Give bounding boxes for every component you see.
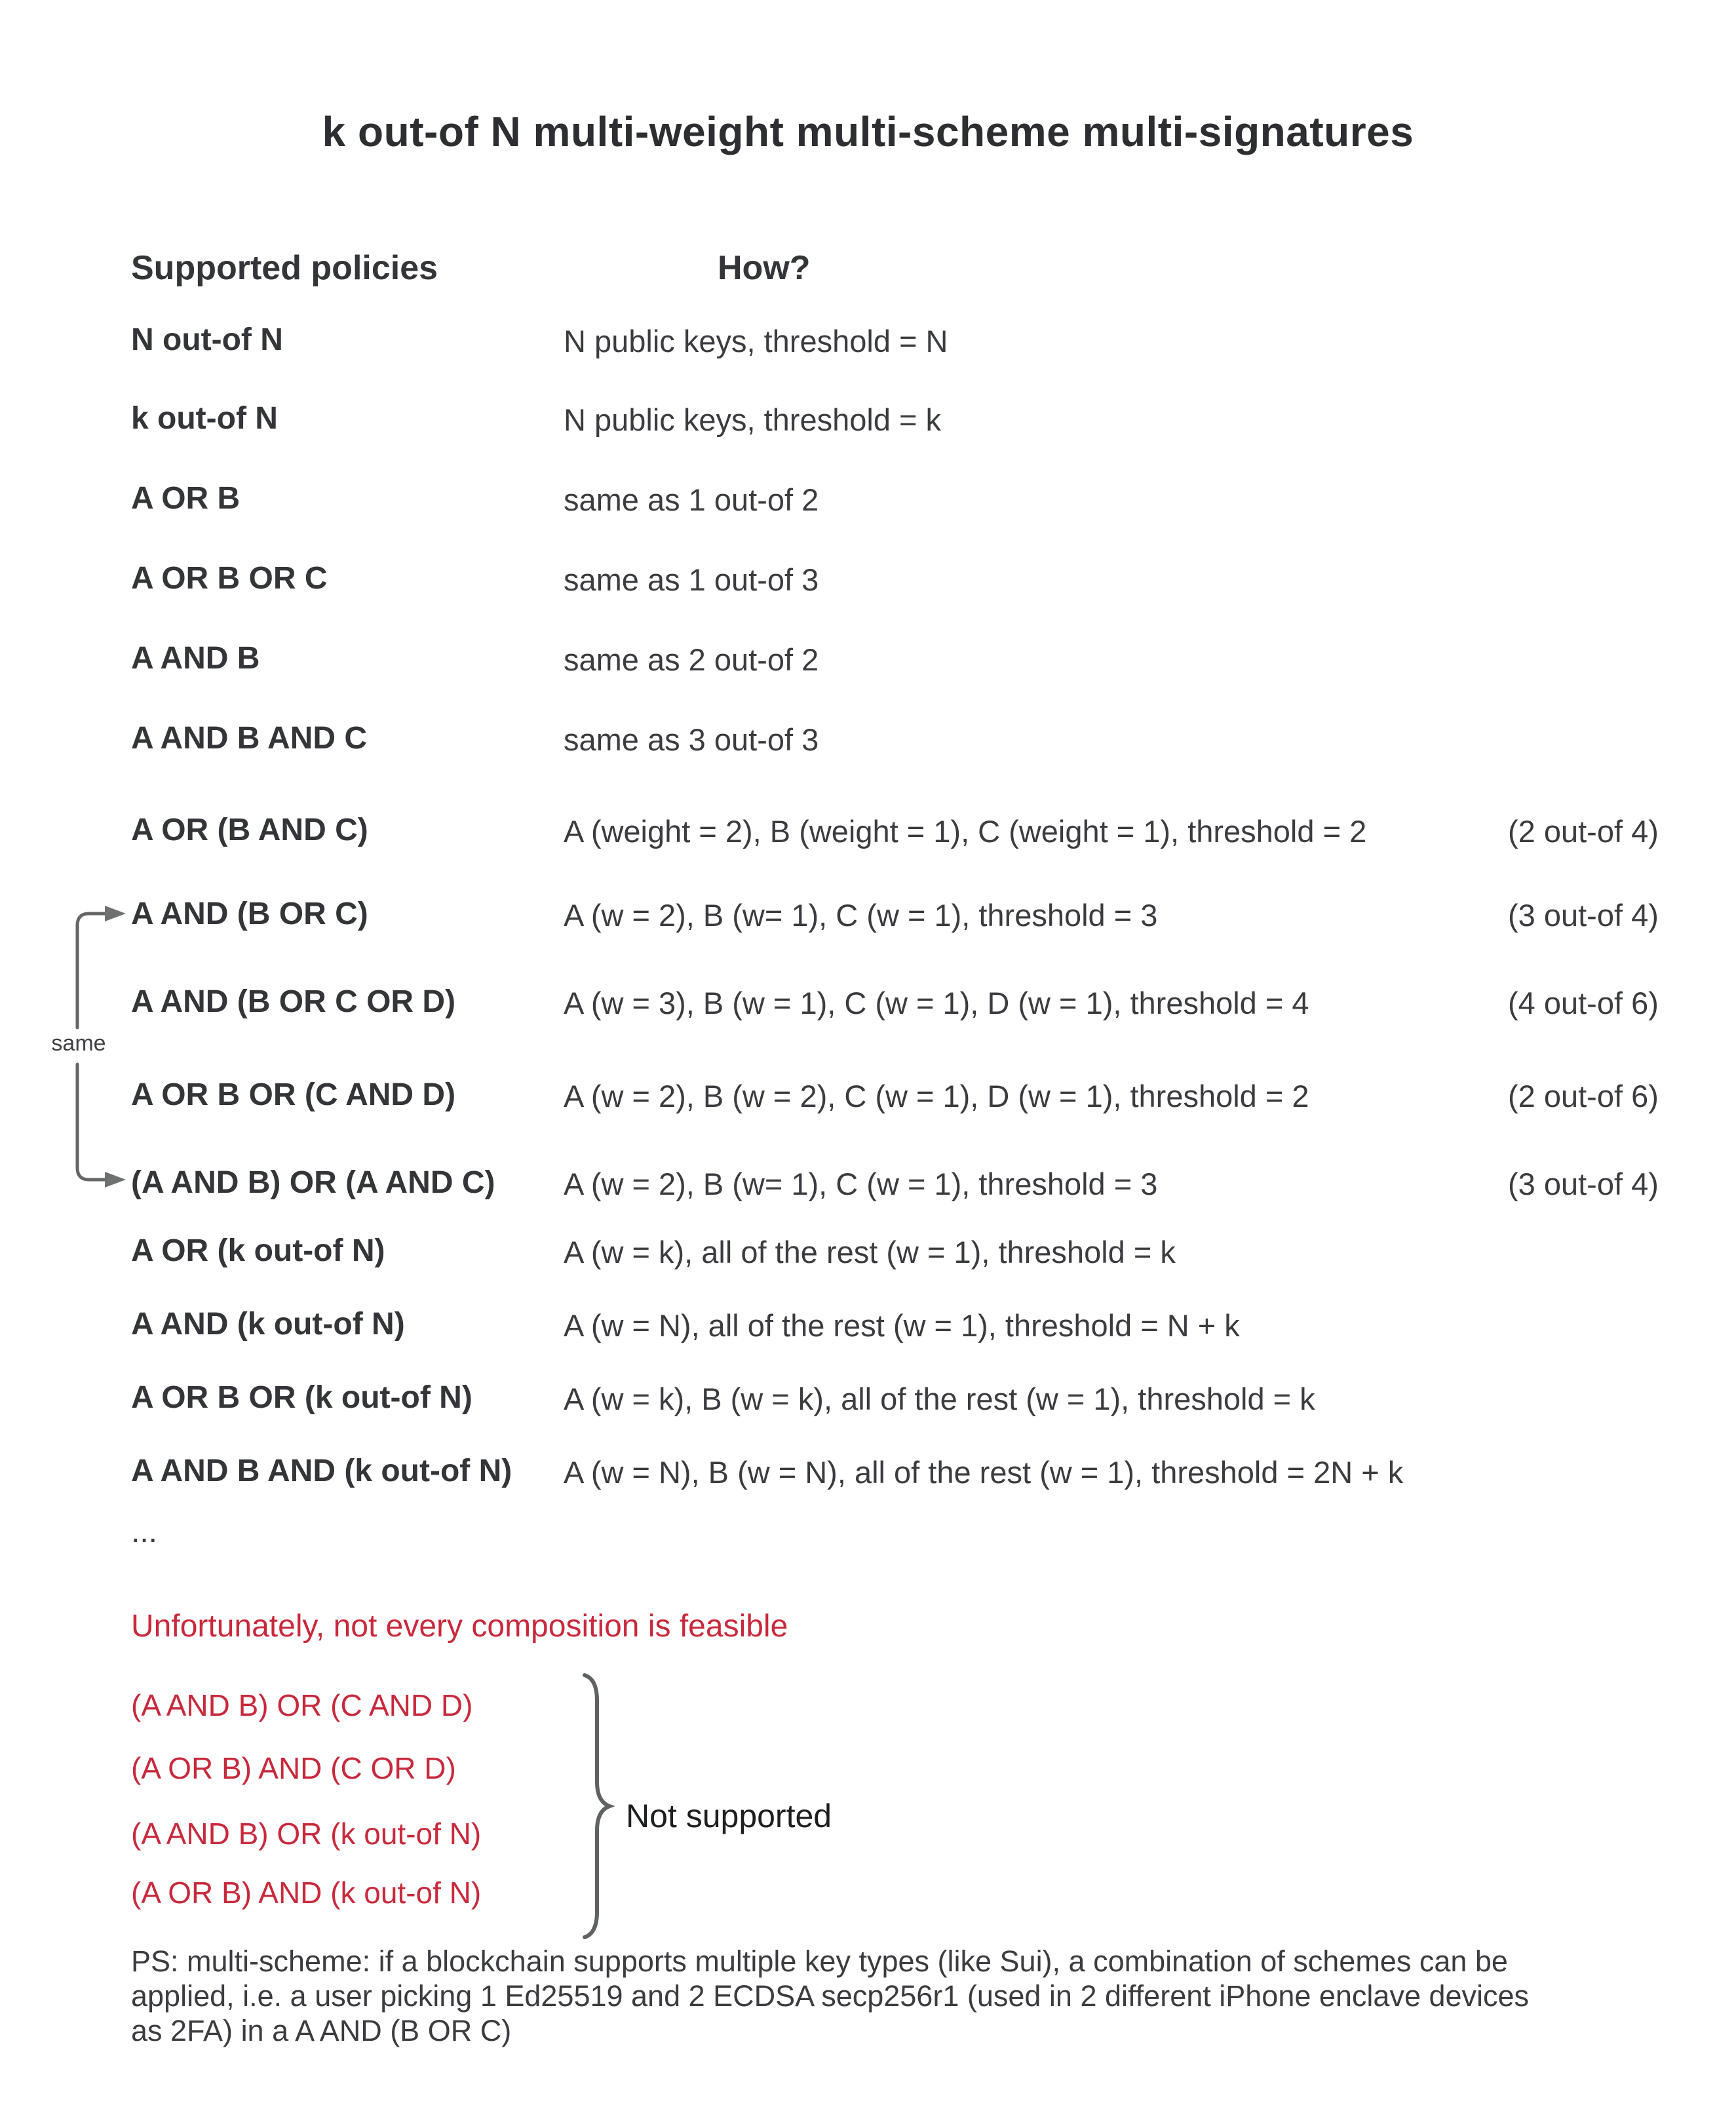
how-text: A (w = N), all of the rest (w = 1), threshold = N + k xyxy=(564,1308,1240,1343)
policy-label: A AND B AND C xyxy=(131,721,367,756)
page-title: k out-of N multi-weight multi-scheme multi-signatures xyxy=(322,108,1414,155)
ps-line-3: as 2FA) in a A AND (B OR C) xyxy=(131,2014,512,2047)
out-of-note: (2 out-of 6) xyxy=(1508,1079,1659,1113)
how-text: A (w = 2), B (w= 1), C (w = 1), threshold = 3 xyxy=(564,898,1158,933)
table-row xyxy=(0,480,1736,518)
table-row xyxy=(0,640,1736,678)
how-text: A (w = 2), B (w= 1), C (w = 1), threshold = 3 xyxy=(564,1167,1158,1201)
ps-note xyxy=(131,1944,1671,2048)
arrow-top-icon xyxy=(105,906,126,921)
policy-label: A AND (k out-of N) xyxy=(131,1307,405,1342)
infeasible-item: (A OR B) AND (k out-of N) xyxy=(131,1876,482,1910)
how-text: same as 3 out-of 3 xyxy=(564,722,819,757)
policy-label: A OR B OR (k out-of N) xyxy=(131,1380,473,1415)
table-row xyxy=(0,720,1736,758)
how-text: same as 2 out-of 2 xyxy=(564,642,819,677)
table-row xyxy=(0,896,1736,934)
policy-label: (A AND B) OR (A AND C) xyxy=(131,1165,495,1200)
table-row xyxy=(0,812,1736,850)
arrow-bottom-icon xyxy=(105,1172,126,1188)
table-row xyxy=(0,1233,1736,1271)
table-row xyxy=(0,1380,1736,1418)
how-text: A (weight = 2), B (weight = 1), C (weight = 1), threshold = 2 xyxy=(564,814,1367,849)
table-row xyxy=(0,560,1736,598)
policy-label: k out-of N xyxy=(131,401,278,436)
table-row xyxy=(0,1077,1736,1115)
policy-label: A OR B xyxy=(131,481,241,516)
table-row xyxy=(0,1306,1736,1344)
table-row xyxy=(0,1453,1736,1491)
how-text: A (w = k), B (w = k), all of the rest (w = 1), threshold = k xyxy=(564,1382,1315,1416)
column-header-how: How? xyxy=(718,249,811,287)
how-text: N public keys, threshold = N xyxy=(564,324,948,358)
policy-label: A OR B OR (C AND D) xyxy=(131,1077,456,1112)
out-of-note: (3 out-of 4) xyxy=(1508,1167,1659,1201)
how-text: A (w = 3), B (w = 1), C (w = 1), D (w = 1), threshold = 4 xyxy=(564,986,1309,1020)
policy-label: A AND B xyxy=(131,641,260,676)
table-row xyxy=(0,984,1736,1022)
table-row xyxy=(0,322,1736,360)
out-of-note: (4 out-of 6) xyxy=(1508,986,1659,1020)
policy-label: A OR (B AND C) xyxy=(131,813,368,847)
policy-label: A AND (B OR C OR D) xyxy=(131,984,456,1019)
curly-brace-icon xyxy=(579,1672,616,1941)
policy-label: A AND B AND (k out-of N) xyxy=(131,1454,512,1488)
policy-label: A OR (k out-of N) xyxy=(131,1233,385,1268)
infeasible-heading: Unfortunately, not every composition is feasible xyxy=(131,1609,788,1644)
ps-line-2: applied, i.e. a user picking 1 Ed25519 and 2 ECDSA secp256r1 (used in 2 different iPhone enclave devices xyxy=(131,1979,1530,2013)
table-row xyxy=(0,1165,1736,1203)
table-ellipsis: ... xyxy=(131,1515,158,1549)
how-text: A (w = 2), B (w = 2), C (w = 1), D (w = 1), threshold = 2 xyxy=(564,1079,1309,1113)
not-supported-label: Not supported xyxy=(626,1798,832,1834)
policy-label: A AND (B OR C) xyxy=(131,897,368,931)
ps-line-1: PS: multi-scheme: if a blockchain supports multiple key types (like Sui), a combination of schemes can be xyxy=(131,1944,1508,1978)
infeasible-item: (A AND B) OR (C AND D) xyxy=(131,1688,473,1722)
how-text: same as 1 out-of 2 xyxy=(564,482,819,517)
infeasible-item: (A OR B) AND (C OR D) xyxy=(131,1751,456,1785)
how-text: same as 1 out-of 3 xyxy=(564,562,819,597)
out-of-note: (3 out-of 4) xyxy=(1508,898,1659,933)
policy-label: N out-of N xyxy=(131,322,283,357)
how-text: A (w = N), B (w = N), all of the rest (w = 1), threshold = 2N + k xyxy=(564,1455,1404,1490)
infeasible-item: (A AND B) OR (k out-of N) xyxy=(131,1817,482,1851)
policy-label: A OR B OR C xyxy=(131,561,328,596)
table-row xyxy=(0,400,1736,438)
how-text: A (w = k), all of the rest (w = 1), threshold = k xyxy=(564,1235,1176,1269)
column-header-policies: Supported policies xyxy=(131,249,438,287)
out-of-note: (2 out-of 4) xyxy=(1508,814,1659,849)
same-label: same xyxy=(51,1031,106,1056)
how-text: N public keys, threshold = k xyxy=(564,402,942,437)
